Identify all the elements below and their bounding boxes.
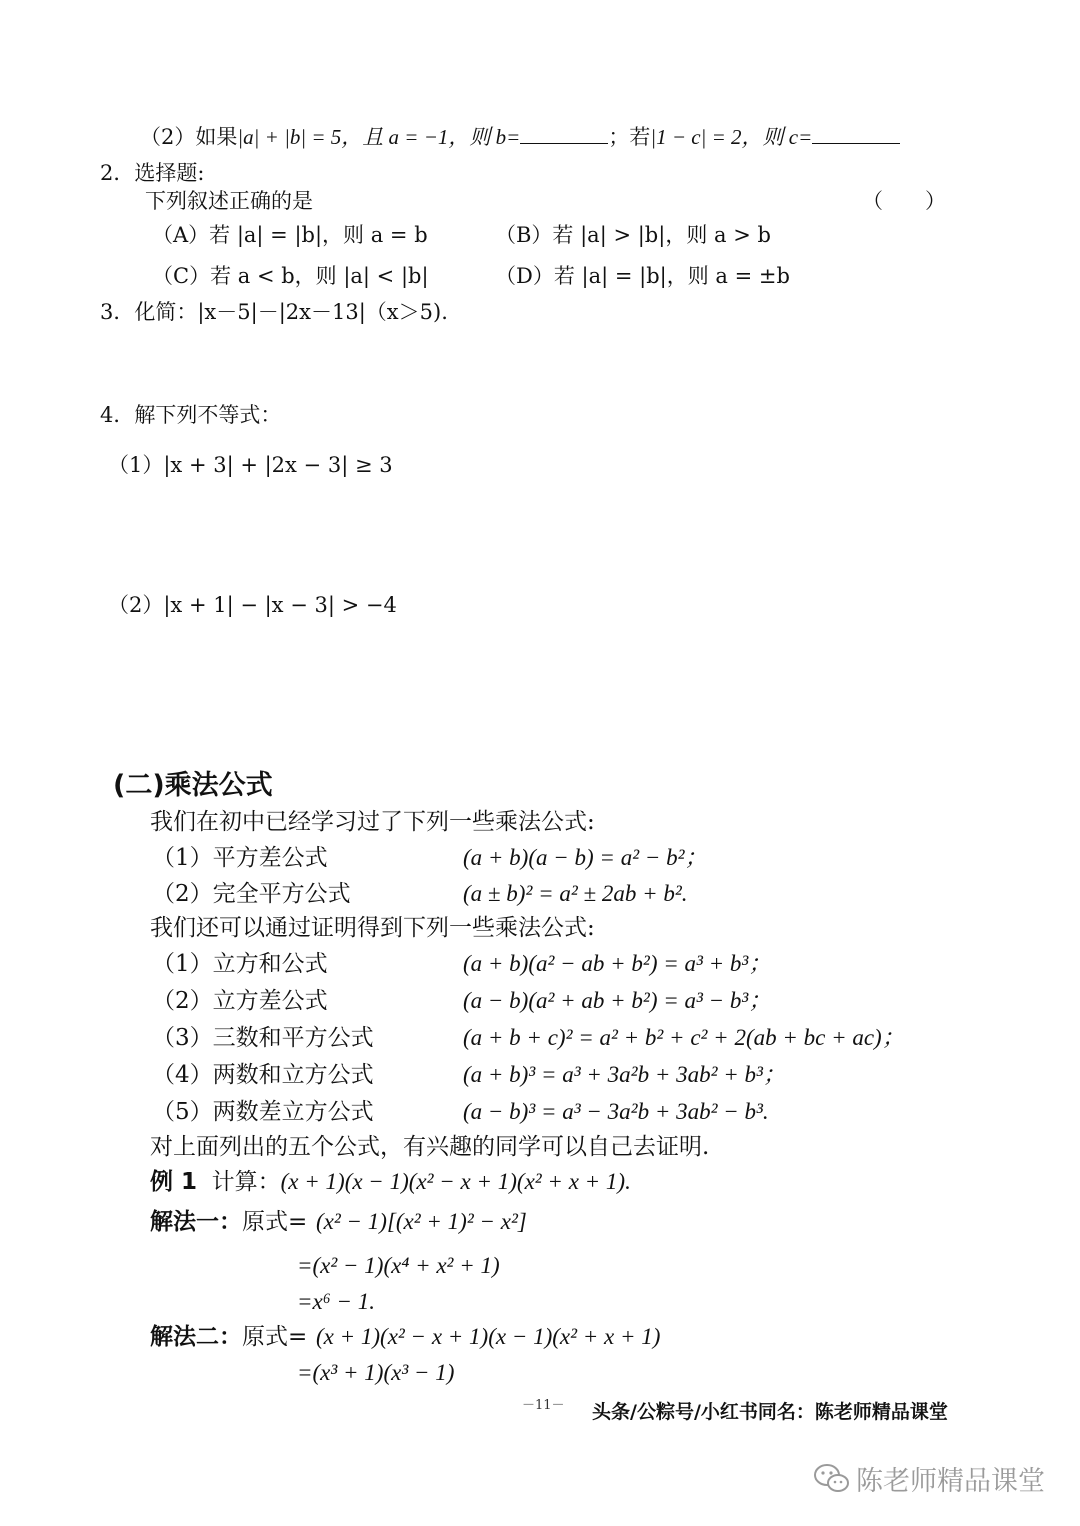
formula-name-three-sum-square: （3）三数和平方公式 xyxy=(152,1025,374,1051)
solution-2-step-1: (x + 1)(x² − x + 1)(x − 1)(x² + x + 1) xyxy=(316,1324,661,1349)
footer-brand: 头条/公粽号/小红书同名：陈老师精品课堂 xyxy=(592,1401,948,1423)
solution-2-label-line: 解法二：原式= xyxy=(150,1324,308,1350)
page-number: －11－ xyxy=(522,1398,565,1413)
option-b[interactable]: （B）若 |a| > |b|，则 a > b xyxy=(495,223,771,247)
problem-1-2: （2）如果|a| + |b| = 5，且 a = −1，则 b= ；若|1 − c| = 2，则 c= xyxy=(140,122,900,152)
formula-name-sum-cube: （4）两数和立方公式 xyxy=(152,1062,374,1088)
answer-paren[interactable]: （ ） xyxy=(862,189,946,213)
answer-blank-c[interactable] xyxy=(812,123,900,144)
formula-name-perfect-square: （2）完全平方公式 xyxy=(152,881,351,907)
section-intro-2: 我们还可以通过证明得到下列一些乘法公式: xyxy=(150,915,595,941)
condition-2: |1 − c| = 2，则 c= xyxy=(650,125,813,149)
option-a[interactable]: （A）若 |a| = |b|，则 a = b xyxy=(152,223,428,247)
formula-difference-of-cubes: (a − b)(a² + ab + b²) = a³ − b³； xyxy=(463,988,772,1013)
solution-1-label-line: 解法一：原式= xyxy=(150,1209,308,1235)
option-c[interactable]: （C）若 a < b，则 |a| < |b| xyxy=(152,264,429,288)
example-expression: (x + 1)(x − 1)(x² − x + 1)(x² + x + 1). xyxy=(280,1169,631,1194)
formula-name-difference-of-cubes: （2）立方差公式 xyxy=(152,988,328,1014)
example-1: 例 1 计算：(x + 1)(x − 1)(x² − x + 1)(x² + x + 1). xyxy=(150,1169,631,1195)
solution-1-step-3: =x⁶ − 1. xyxy=(297,1289,375,1314)
formula-name-sum-of-cubes: （1）立方和公式 xyxy=(152,951,328,977)
problem-3: 3．化简：|x－5|－|2x－13|（x＞5). xyxy=(100,300,448,324)
option-d[interactable]: （D）若 |a| = |b|，则 a = ±b xyxy=(495,264,790,288)
problem-2-title: 2．选择题: xyxy=(100,161,205,185)
solution-2-label: 解法二： xyxy=(150,1324,242,1350)
watermark-text: 陈老师精品课堂 xyxy=(856,1466,1045,1497)
example-label: 例 1 xyxy=(150,1169,198,1195)
formula-sum-cube: (a + b)³ = a³ + 3a²b + 3ab² + b³； xyxy=(463,1062,786,1087)
solution-1-label: 解法一： xyxy=(150,1209,242,1235)
section-heading: (二)乘法公式 xyxy=(113,770,273,801)
section-outro: 对上面列出的五个公式，有兴趣的同学可以自己去证明. xyxy=(150,1134,710,1160)
problem-4-title: 4．解下列不等式： xyxy=(100,403,282,427)
condition-1: |a| + |b| = 5，且 a = −1，则 b= xyxy=(237,125,521,149)
problem-4-item-2: （2）|x + 1| − |x − 3| > −4 xyxy=(108,593,397,617)
formula-three-sum-square: (a + b + c)² = a² + b² + c² + 2(ab + bc + ac)； xyxy=(463,1025,905,1050)
formula-perfect-square: (a ± b)² = a² ± 2ab + b². xyxy=(463,881,688,906)
problem-4-item-1: （1）|x + 3| + |2x − 3| ≥ 3 xyxy=(108,453,393,477)
formula-difference-of-squares: (a + b)(a − b) = a² − b²； xyxy=(463,845,708,870)
formula-sum-of-cubes: (a + b)(a² − ab + b²) = a³ + b³； xyxy=(463,951,772,976)
problem-2-stem: 下列叙述正确的是 xyxy=(145,189,313,213)
answer-blank-b[interactable] xyxy=(520,123,608,144)
formula-name-difference-cube: （5）两数差立方公式 xyxy=(152,1099,374,1125)
formula-difference-cube: (a − b)³ = a³ − 3a²b + 3ab² − b³. xyxy=(463,1099,769,1124)
formula-name-difference-of-squares: （1）平方差公式 xyxy=(152,845,328,871)
wechat-icon xyxy=(812,1462,852,1496)
solution-1-step-2: =(x² − 1)(x⁴ + x² + 1) xyxy=(297,1253,500,1278)
section-intro-1: 我们在初中已经学习过了下列一些乘法公式: xyxy=(150,809,595,835)
solution-1-step-1: (x² − 1)[(x² + 1)² − x²] xyxy=(316,1209,527,1234)
solution-2-step-2: =(x³ + 1)(x³ − 1) xyxy=(297,1360,455,1385)
